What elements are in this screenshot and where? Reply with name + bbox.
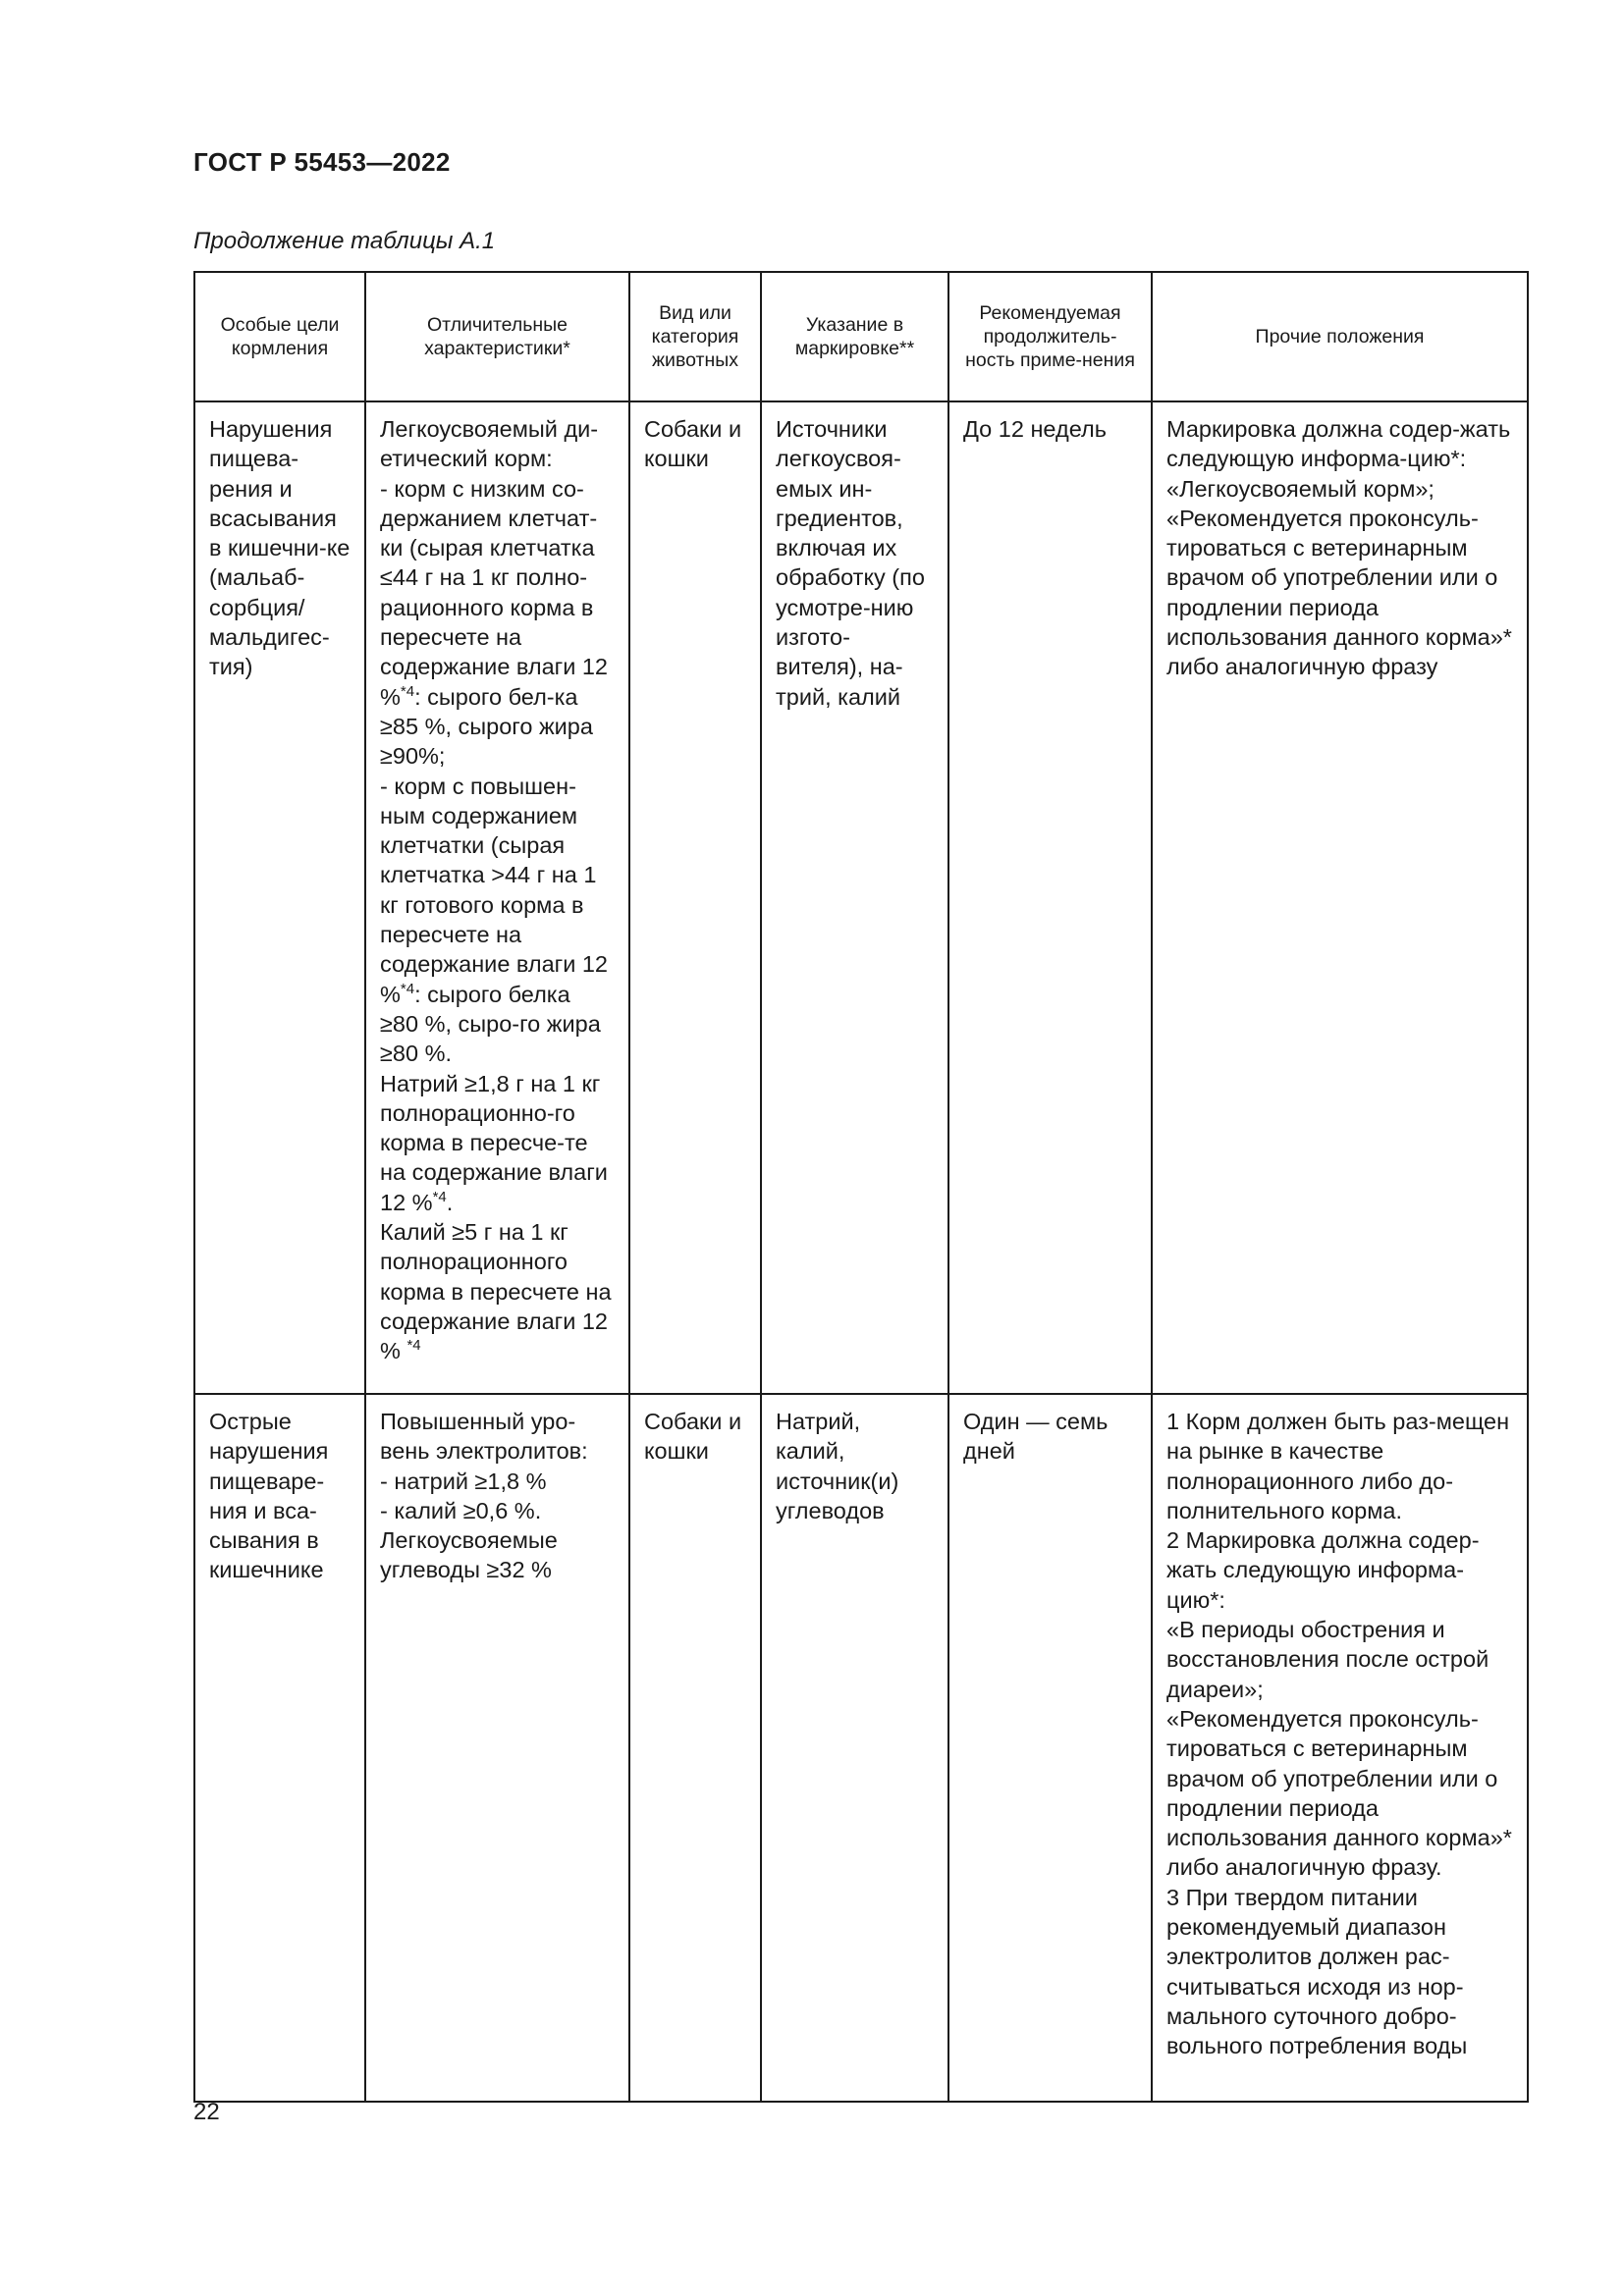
- cell-other: 1 Корм должен быть раз-мещен на рынке в качестве полнорационного либо до-полнительного корма. 2 Маркировка должна содер-жать следующую информа-цию*: «В периоды обострения и восстановления после острой диареи»; «Рекомендуется проконсуль-тироваться с ветеринарным врачом об употреблении или о продлении периода использования данного корма»* либо аналогичную фразу. 3 При твердом питании рекомендуемый диапазон электролитов должен рас-считываться исходя из нор-мального суточного добро-вольного потребления воды: [1152, 1394, 1528, 2102]
- cell-labeling: Источники легкоусвоя-емых ин-гредиентов, включая их обработку (по усмотре-нию изгото-вителя), на-трий, калий: [761, 401, 948, 1394]
- table-row: [194, 1394, 1528, 2102]
- characteristics-text: : сырого бел-ка ≥85 %, сырого жира ≥90%;: [380, 683, 593, 770]
- cell-duration: До 12 недель: [948, 401, 1152, 1394]
- table-caption: Продолжение таблицы А.1: [193, 228, 496, 254]
- column-header-characteristics: Отличительные характеристики*: [365, 272, 629, 401]
- table-header-row: [194, 272, 1528, 401]
- characteristics-line: Легкоусвояемый ди-етический корм:: [380, 416, 599, 472]
- characteristics-text: Калий ≥5 г на 1 кг полнорационного корма в пересчете на содержание влаги 12 %: [380, 1219, 612, 1364]
- column-header-other: Прочие положения: [1152, 272, 1528, 401]
- column-header-species: Вид или категория животных: [629, 272, 761, 401]
- cell-characteristics: Повышенный уро-вень электролитов: - натрий ≥1,8 % - калий ≥0,6 %. Легкоусвояемые углеводы ≥32 %: [365, 1394, 629, 2102]
- cell-other: Маркировка должна содер-жать следующую информа-цию*: «Легкоусвояемый корм»; «Рекомендуется проконсуль-тироваться с ветеринарным врачом об употреблении или о продлении периода использования данного корма»* либо аналогичную фразу: [1152, 401, 1528, 1394]
- cell-purpose: Нарушения пищева-рения и всасывания в кишечни-ке (мальаб-сорбция/ мальдигес-тия): [194, 401, 365, 1394]
- column-header-labeling: Указание в маркировке**: [761, 272, 948, 401]
- cell-purpose: Острые нарушения пищеваре-ния и вса-сывания в кишечнике: [194, 1394, 365, 2102]
- cell-labeling: Натрий, калий, источник(и) углеводов: [761, 1394, 948, 2102]
- cell-species: Собаки и кошки: [629, 1394, 761, 2102]
- footnote-mark: *4: [400, 682, 415, 700]
- characteristics-text: Натрий ≥1,8 г на 1 кг полнорационно-го корма в пересче-те на содержание влаги 12 %: [380, 1070, 608, 1215]
- cell-species: Собаки и кошки: [629, 401, 761, 1394]
- footnote-mark: *4: [432, 1188, 447, 1205]
- page-number: 22: [193, 2099, 220, 2125]
- footnote-mark: *4: [400, 980, 415, 997]
- feeding-purposes-table: [193, 271, 1529, 2103]
- column-header-purpose: Особые цели кормления: [194, 272, 365, 401]
- column-header-duration: Рекомендуемая продолжитель-ность приме-нения: [948, 272, 1152, 401]
- characteristics-text: - корм с повышен-ным содержанием клетчатки (сырая клетчатка >44 г на 1 кг готового корма в пересчете на содержание влаги 12 %: [380, 773, 609, 1007]
- characteristics-text: .: [446, 1189, 454, 1215]
- characteristics-text: : сырого белка ≥80 %, сыро-го жира ≥80 %.: [380, 981, 601, 1067]
- table-row: [194, 401, 1528, 1394]
- footnote-mark: *4: [406, 1337, 421, 1355]
- cell-characteristics: [365, 401, 629, 1394]
- document-header: ГОСТ Р 55453—2022: [193, 147, 451, 177]
- characteristics-text: - корм с низким со-держанием клетчат-ки (сырая клетчатка ≤44 г на 1 кг полно-рационного корма в пересчете на содержание влаги 12 %: [380, 475, 609, 710]
- cell-duration: Один — семь дней: [948, 1394, 1152, 2102]
